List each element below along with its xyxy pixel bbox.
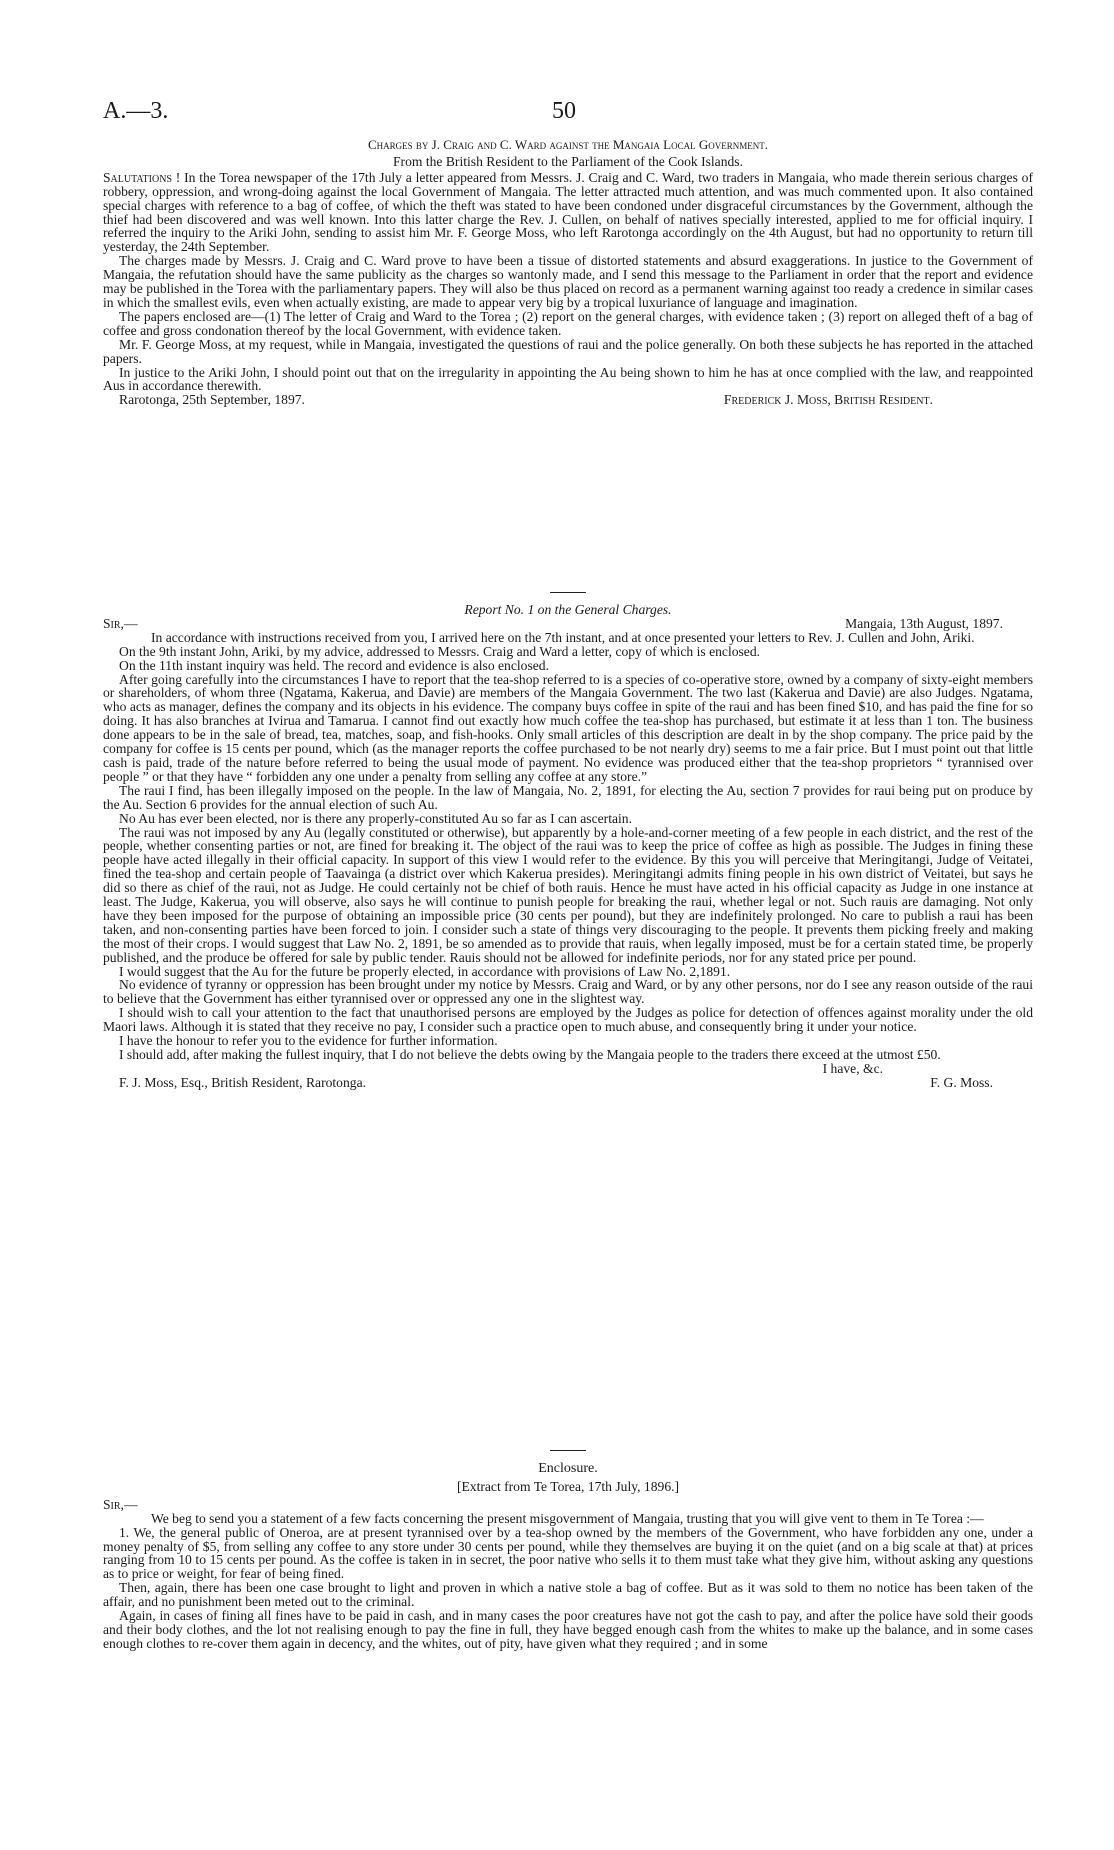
salutation-row [103,617,1033,631]
enclosure [103,1462,1033,1651]
addressee: F. J. Moss, Esq., British Resident, Rarotonga. [119,1074,367,1090]
paragraph: Salutations ! In the Torea newspaper of the 17th July a letter appeared from Messrs. J. Craig and C. Ward, two traders in Mangaia, who made therein serious charges of robbery, oppression, and wrong-doing against the local Government of Mangaia. The letter attracted much attention, and was much commented upon. It also contained special charges with reference to a bag of coffee, of which the theft was stated to have been condoned under disgraceful circumstances by the Government, although the thief had been discovered and was well known. Into this latter charge the Rev. J. Cullen, on behalf of natives specially interested, applied to me for official inquiry. I referred the inquiry to the Ariki John, sending to assist him Mr. F. George Moss, who left Rarotonga accordingly on the 4th August, but had no opportunity to return till yesterday, the 24th September. [103,169,1033,255]
section-subtitle: From the British Resident to the Parliament of the Cook Islands. [393,153,743,169]
section-title: Charges by J. Craig and C. Ward against the Mangaia Local Government. [368,137,768,152]
paragraph: No Au has ever been elected, nor is there any properly-constituted Au so far as I can ascertain. [119,810,632,826]
paragraph: Again, in cases of fining all fines have to be paid in cash, and in many cases the poor creatures have not got the cash to pay, and after the police have sold their goods and their body clothes, and the lot not realising enough to pay the fine in full, they have begged enough cash from the whites to make up the balance, and in some cases enough clothes to re-cover them again in decency, and the whites, out of pity, have given what they required ; and in some [103,1608,1033,1651]
signature: F. G. Moss. [930,1074,993,1090]
sign-off-row [103,393,1033,407]
enclosure-subtitle: [Extract from Te Torea, 17th July, 1896.] [456,1478,680,1494]
paragraph: Then, again, there has been one case brought to light and proven in which a native stole a bag of coffee. But as it was sold to them no notice has been taken of the affair, and no punishment been meted out to the criminal. [103,1580,1033,1610]
paragraph: I would suggest that the Au for the future be properly elected, in accordance with provisions of Law No. 2,1891. [119,963,731,979]
paragraph: In accordance with instructions received from you, I arrived here on the 7th instant, and at once presented your letters to Rev. J. Cullen and John, Ariki. [151,629,975,645]
paragraph: On the 11th instant inquiry was held. The record and evidence is also enclosed. [119,657,549,673]
paragraph: In justice to the Ariki John, I should point out that on the irregularity in appointing the Au being shown to him he has at once complied with the law, and reappointed Aus in accordance therewith. [103,364,1033,394]
signature: Frederick J. Moss, British Resident. [723,392,933,408]
divider [550,592,586,593]
paragraph: I should wish to call your attention to the fact that unauthorised persons are employed by the Judges as police for detection of offences against morality under the old Maori laws. Although it is stated that they receive no pay, I consider such a practice open to much abuse, and consequently bring it under your notice. [103,1005,1033,1035]
paragraph: Mr. F. George Moss, at my request, while in Mangaia, investigated the questions of raui and the police generally. On both these subjects he has reported in the attached papers. [103,336,1033,366]
paragraph: After going carefully into the circumstances I have to report that the tea-shop referred to is a species of co-operative store, owned by a company of sixty-eight members or shareholders, of whom three (Ngatama, Kakerua, and Davie) are members of the Mangaia Government. The two last (Kakerua and Davie) are also Judges. Ngatama, who acts as manager, defines the company and its objects in his evidence. The company buys coffee in spite of the raui and has been fined $10, and has paid the fine for so doing. It has also branches at Ivirua and Tamarua. I cannot find out exactly how much coffee the tea-shop has purchased, but estimate it at less than 1 ton. The business done appears to be in the sale of bread, tea, matches, soap, and fish-hooks. Only small articles of this description are dealt in by the shop company. The price paid by the company for coffee is 15 cents per pound, which (as the manager reports the coffee purchased to be not nearly dry) seems to me a fair price. But I must point out that little cash is paid, trade of the nature before referred to being the usual mode of payment. No evidence was produced either that the tea-shop proprietors “ tyrannised over people ” or that they have “ forbidden any one under a penalty from selling any coffee at any store.” [103,671,1033,784]
paragraph: 1. We, the general public of Oneroa, are at present tyrannised over by a tea-shop owned by the members of the Government, who have forbidden any one, under a money penalty of $5, from selling any coffee to any store under 30 cents per pound, while they themselves are buying it on the quiet (and on a big scale at that) at prices ranging from 10 to 15 cents per pound. As the coffee is taken in in secret, the poor native who sells it to them must take what they give him, without asking any questions as to price or weight, for fear of being fined. [103,1524,1033,1582]
paragraph: The charges made by Messrs. J. Craig and C. Ward prove to have been a tissue of distorted statements and absurd exaggerations. In justice to the Government of Mangaia, the refutation should have the same publicity as the charges so wantonly made, and I send this message to the Parliament in order that the report and evidence may be published in the Torea with the parliamentary papers. They will also be thus placed on record as a permanent warning against too ready a credence in similar cases in which the smallest evils, even when actually existing, are made to appear very big by a tropical luxuriance of language and imagination. [103,253,1033,310]
salutation: Salutations ! [103,169,181,185]
paragraph: We beg to send you a statement of a few facts concerning the present misgovernment of Mangaia, trusting that you will give vent to them in Te Torea :— [151,1510,984,1526]
paragraph: On the 9th instant John, Ariki, by my advice, addressed to Messrs. Craig and Ward a letter, copy of which is enclosed. [119,643,761,659]
paragraph: I have the honour to refer you to the evidence for further information. [119,1033,498,1049]
paragraph: The papers enclosed are—(1) The letter of Craig and Ward to the Torea ; (2) report on the general charges, with evidence taken ; (3) report on alleged theft of a bag of coffee and gross condonation thereof by the local Government, with evidence taken. [103,308,1033,338]
british-resident-message [103,138,1033,407]
enclosure-title: Enclosure. [538,1461,598,1476]
salutation: Sir,— [103,615,138,631]
closing: I have, &c. [822,1060,883,1076]
paragraph: No evidence of tyranny or oppression has been brought under my notice by Messrs. Craig and Ward, or by any other persons, nor do I see any reason outside of the raui to believe that the Government has either tyrannised over or oppressed any one in the slightest way. [103,977,1033,1007]
divider [550,1450,586,1451]
paragraph: The raui was not imposed by any Au (legally constituted or otherwise), but apparently by a hole-and-corner meeting of a few people in each district, and the rest of the people, whether consenting parties or not, are fined for breaking it. The object of the raui was to keep the price of coffee as high as possible. The Judges in fining these people have acted illegally in their official capacity. In support of this view I would refer to the evidence. By this you will perceive that Meringitangi, Judge of Veitatei, fined the tea-shop and certain people of Taavainga (a district over which Kakerua presides). Meringitangi admits fining people in his own district of Veitatei, but says he did so there as chief of the raui, not as Judge. He could certainly not be chief of both rauis. Hence he must have acted in his official capacity as Judge in one instance at least. The Judge, Kakerua, you will observe, also says he will continue to punish people for breaking the raui, whether legal or not. Such rauis are damaging. Not only have they been imposed for the purpose of obtaining an impossible price (30 cents per pound), but they are indefinitely prolonged. No care to publish a raui has been taken, and non-consenting parties have been forced to join. I consider such a state of things very discouraging to the people. It prevents them picking freely and making the most of their crops. I would suggest that Law No. 2, 1891, be so amended as to provide that rauis, when legally imposed, must be for a certain stated time, be properly published, and the produce be offered for sale by public tender. Rauis should not be allowed for indefinite periods, nor for any stated price per pound. [103,824,1033,965]
report-title: Report No. 1 on the General Charges. [464,602,672,617]
page-number: 50 [552,98,576,124]
series-reference: A.—3. [103,98,169,124]
report-general-charges [103,603,1033,1090]
place-date: Mangaia, 13th August, 1897. [845,615,1003,631]
sign-off-row [103,1076,1033,1090]
paragraph: I should add, after making the fullest inquiry, that I do not believe the debts owing by the Mangaia people to the traders there exceed at the utmost £50. [119,1047,941,1062]
paragraph: The raui I find, has been illegally imposed on the people. In the law of Mangaia, No. 2, 1891, for electing the Au, section 7 provides for raui being put on produce by the Au. Section 6 provides for the annual election of such Au. [103,782,1033,812]
salutation: Sir,— [103,1496,138,1512]
place-date: Rarotonga, 25th September, 1897. [119,392,305,408]
